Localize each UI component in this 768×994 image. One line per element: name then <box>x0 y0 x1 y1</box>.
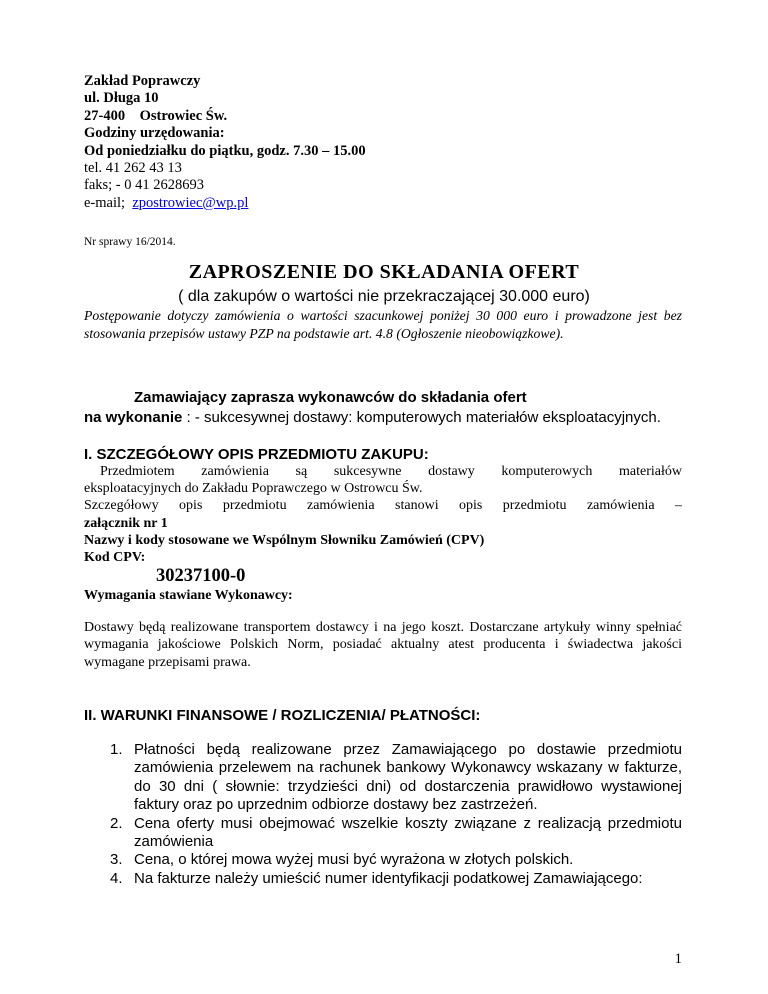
list-item <box>110 741 682 815</box>
document-subtitle: ( dla zakupów o wartości nie przekraczającej 30.000 euro) <box>178 288 590 305</box>
section-1-heading: I. SZCZEGÓŁOWY OPIS PRZEDMIOTU ZAKUPU: <box>84 446 429 463</box>
section-1-body <box>84 463 682 566</box>
address-block <box>84 73 366 212</box>
email-label: e-mail; <box>84 194 133 211</box>
payment-terms-list <box>110 741 682 888</box>
cpv-label: Nazwy i kody stosowane we Wspólnym Słowniku Zamówień (CPV) <box>84 532 485 548</box>
list-item-number: 3. <box>110 851 123 869</box>
intro-paragraph: Postępowanie dotyczy zamówienia o wartości szacunkowej poniżej 30 000 euro i prowadzone jest bez stosowania przepisów ustawy PZP na podstawie art. 4.8 (Ogłoszenie nieobowiązkowe). <box>84 308 682 341</box>
phone: tel. 41 262 43 13 <box>84 160 182 177</box>
list-item-text: Cena oferty musi obejmować wszelkie koszty związane z realizacją przedmiotu zamówienia <box>134 814 682 851</box>
section-1-p1-line2: eksploatacyjnych do Zakładu Poprawczego w Ostrowcu Św. <box>84 481 423 497</box>
org-name: Zakład Poprawczy <box>84 73 201 89</box>
section-1-p2-line1: Szczegółowy opis przedmiotu zamówienia stanowi opis przedmiotu zamówienia – <box>84 498 682 514</box>
cpv-code: 30237100-0 <box>156 566 246 586</box>
attachment-ref: załącznik nr 1 <box>84 515 168 531</box>
section-2-heading: II. WARUNKI FINANSOWE / ROZLICZENIA/ PŁATNOŚCI: <box>84 707 481 724</box>
case-number: Nr sprawy 16/2014. <box>84 236 176 248</box>
street: ul. Długa 10 <box>84 90 159 107</box>
list-item-text: Cena, o której mowa wyżej musi być wyrażona w złotych polskich. <box>134 851 574 869</box>
list-item-text: Płatności będą realizowane przez Zamawiającego po dostawie przedmiotu zamówienia przelewem na rachunek bankowy Wykonawcy wskazany w fakturze, do 30 dni ( słownie: trzydzieści dni) od dostarczenia prawidłowo wystawionej faktury oraz po uprzednim odbiorze dostawy bez zastrzeżeń. <box>134 741 682 814</box>
invitation-subject <box>84 409 661 426</box>
hours: Od poniedziałku do piątku, godz. 7.30 – 15.00 <box>84 142 366 159</box>
page-number: 1 <box>674 951 682 967</box>
invitation-subject-text: : - sukcesywnej dostawy: komputerowych materiałów eksploatacyjnych. <box>182 409 661 426</box>
list-item <box>110 851 682 869</box>
list-item <box>110 815 682 852</box>
invitation-subject-label: na wykonanie <box>84 409 183 426</box>
invitation-line: Zamawiający zaprasza wykonawców do składania ofert <box>134 389 527 406</box>
list-item-number: 4. <box>110 869 123 887</box>
requirements-heading: Wymagania stawiane Wykonawcy: <box>84 588 293 603</box>
email-line <box>84 195 366 212</box>
email-link[interactable]: zpostrowiec@wp.pl <box>132 194 249 211</box>
hours-label: Godziny urzędowania: <box>84 125 225 142</box>
city: 27-400 Ostrowiec Św. <box>84 107 228 124</box>
section-1-p1-line1: Przedmiotem zamówienia są sukcesywne dostawy komputerowych materiałów <box>100 464 682 479</box>
list-item-number: 2. <box>110 814 123 832</box>
list-item-number: 1. <box>110 741 123 758</box>
list-item-text: Na fakturze należy umieścić numer identyfikacji podatkowej Zamawiającego: <box>134 869 643 887</box>
cpv-code-label: Kod CPV: <box>84 550 146 566</box>
fax: faks; - 0 41 2628693 <box>84 177 205 194</box>
delivery-paragraph: Dostawy będą realizowane transportem dostawcy i na jego koszt. Dostarczane artykuły winny spełniać wymagania jakościowe Polskich Norm, posiadać aktualny atest producenta i świadectwa jakości wymagane przepisami prawa. <box>84 620 682 670</box>
list-item <box>110 870 682 888</box>
document-title: ZAPROSZENIE DO SKŁADANIA OFERT <box>188 261 580 283</box>
